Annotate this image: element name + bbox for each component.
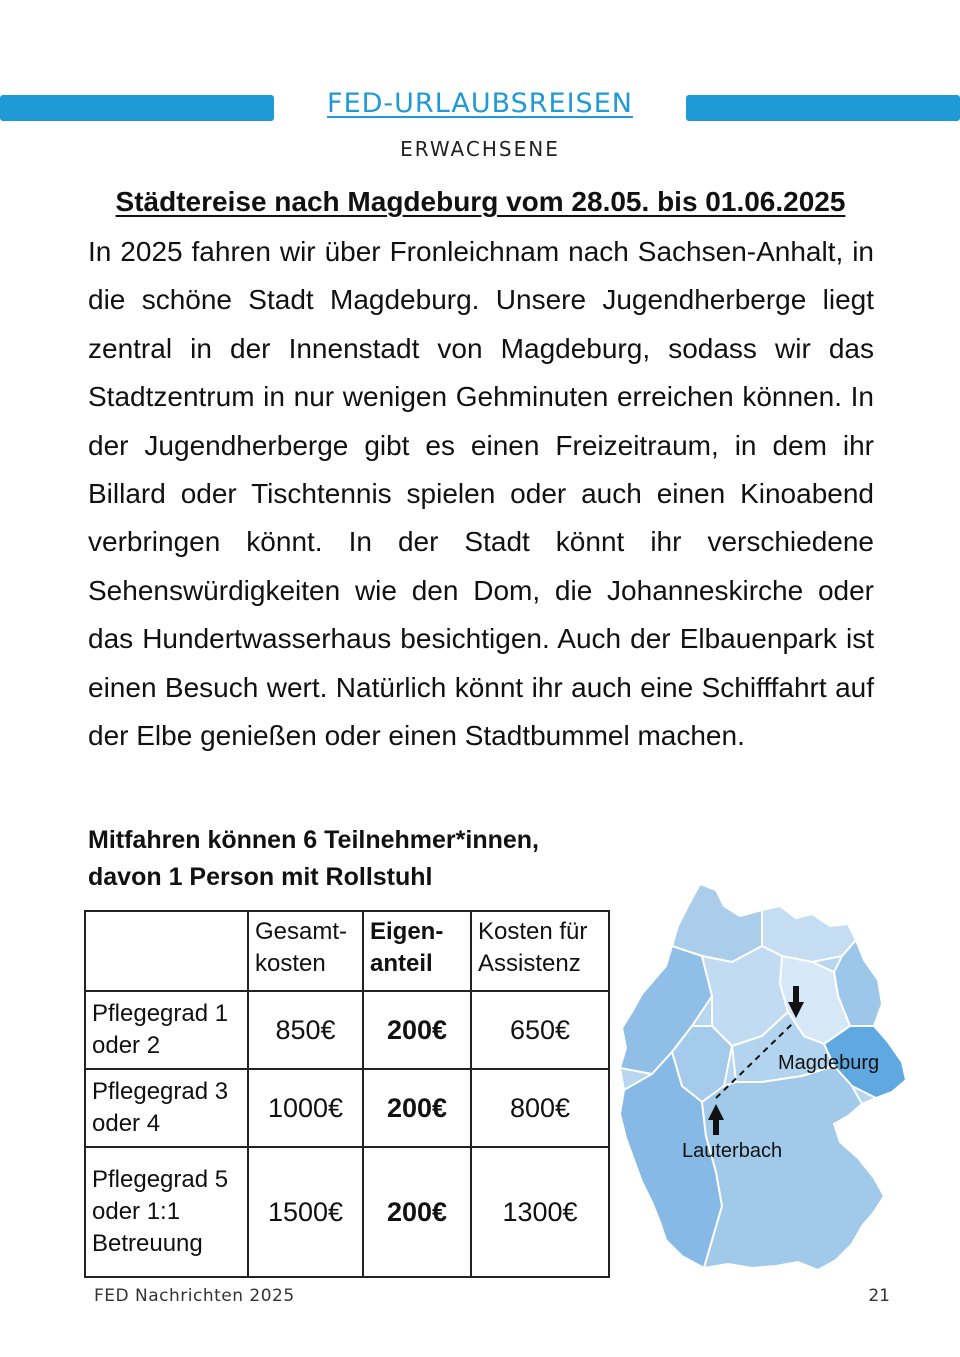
header-bar-left	[0, 95, 274, 121]
article-body	[88, 228, 874, 760]
total-cost-cell: 1500€	[248, 1147, 363, 1277]
table-header-assistance: Kosten für Assistenz	[471, 911, 609, 991]
table-row	[85, 991, 609, 1069]
assistance-cost-cell: 1300€	[471, 1147, 609, 1277]
row-label: Pflegegrad 1 oder 2	[85, 991, 248, 1069]
table-row	[85, 1147, 609, 1277]
header-bar-right	[686, 95, 960, 121]
total-cost-cell: 1000€	[248, 1069, 363, 1147]
article-headline: Städtereise nach Magdeburg vom 28.05. bis 01.06.2025	[115, 186, 846, 217]
participants-info	[88, 822, 608, 896]
section-title: FED-URLAUBSREISEN	[327, 88, 633, 119]
row-label: Pflegegrad 3 oder 4	[85, 1069, 248, 1147]
cost-table	[84, 910, 610, 1278]
assistance-cost-cell: 650€	[471, 991, 609, 1069]
own-share-cell: 200€	[363, 1147, 471, 1277]
total-cost-cell: 850€	[248, 991, 363, 1069]
table-header-empty	[85, 911, 248, 991]
table-row	[85, 1069, 609, 1147]
footer-publication: FED Nachrichten 2025	[94, 1286, 295, 1306]
map-label-origin: Lauterbach	[682, 1140, 783, 1162]
map-label-destination: Magdeburg	[778, 1052, 880, 1074]
row-label: Pflegegrad 5 oder 1:1 Betreuung	[85, 1147, 248, 1277]
state-region-bavaria	[702, 1066, 884, 1270]
participants-line-1: Mitfahren können 6 Teilnehmer*innen,	[88, 826, 539, 854]
own-share-cell: 200€	[363, 991, 471, 1069]
participants-line-2: davon 1 Person mit Rollstuhl	[88, 863, 433, 891]
assistance-cost-cell: 800€	[471, 1069, 609, 1147]
table-header-total: Gesamt-kosten	[248, 911, 363, 991]
table-header-own-share: Eigen-anteil	[363, 911, 471, 991]
table-header-row	[85, 911, 609, 991]
page-number: 21	[868, 1286, 890, 1306]
section-subtitle: ERWACHSENE	[400, 137, 560, 161]
germany-map	[612, 876, 912, 1276]
own-share-cell: 200€	[363, 1069, 471, 1147]
article-paragraph: In 2025 fahren wir über Fronleichnam nach Sachsen-Anhalt, in die schöne Stadt Magdeburg. Unsere Jugendherberge liegt zentral in der Innenstadt von Magdeburg, sodass wir das Stadtzentrum in nur wenigen Gehminuten erreichen können. In der Jugendherberge gibt es einen Freizeitraum, in dem ihr Billard oder Tischtennis spielen oder auch einen Kinoabend verbringen könnt. In der Stadt könnt ihr verschiedene Sehenswürdigkeiten wie den Dom, die Johanneskirche oder das Hundertwasserhaus besichtigen. Auch der Elbauenpark ist einen Besuch wert. Natürlich könnt ihr auch eine Schifffahrt auf der Elbe genießen oder einen Stadtbummel machen.	[88, 236, 874, 752]
